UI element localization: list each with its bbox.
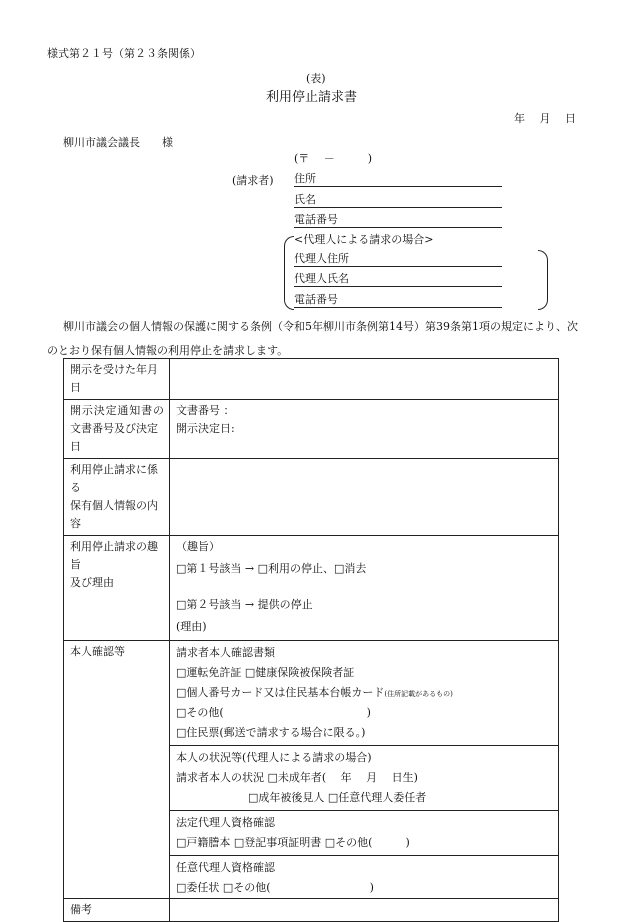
option-article-2[interactable]: □第２号該当 → 提供の停止 xyxy=(176,598,313,611)
agent-heading: <代理人による請求の場合> xyxy=(294,233,434,246)
document-info-field[interactable]: 文書番号 ： 開示決定日: xyxy=(170,400,559,459)
postal-code-field[interactable]: (〒 － ) xyxy=(294,152,373,165)
row-label: 本人確認等 xyxy=(64,641,170,899)
voluntary-agent-section: 任意代理人資格確認 □委任状 □その他( ) xyxy=(170,855,558,898)
agent-bracket-left xyxy=(284,236,294,310)
row-label: 開示を受けた年月日 xyxy=(64,359,170,400)
status-guardian-option[interactable]: □成年被後見人 □任意代理人委任者 xyxy=(248,791,427,804)
row-label: 開示決定通知書の 文書番号及び決定日 xyxy=(64,400,170,459)
request-table xyxy=(63,358,559,922)
option-article-1[interactable]: □第１号該当 → □利用の停止、□消去 xyxy=(176,562,367,575)
purpose-reason-field[interactable]: （趣旨） □第１号該当 → □利用の停止、□消去 □第２号該当 → 提供の停止 (理由) xyxy=(170,536,559,641)
id-option-license[interactable]: □運転免許証 □健康保険被保険者証 xyxy=(176,666,355,679)
identity-section: 請求者本人確認書類 □運転免許証 □健康保険被保険者証 □個人番号カード又は住民基本台帳カード(住所記載があるもの) □その他( ) □住民票(郵送で請求する場合に限る。) 本人の状況等(代理人による請求の場合) 請求者本人の状況 □未成年者( 年 月 日生) □成年被後見人 □任意代理人委任者 法定代理人資格確認 □戸籍謄本 □登記事項証明書 □その他( ) 任意代理人資格確認 □委任状 □その他( ) xyxy=(170,641,559,899)
status-minor-option[interactable]: 請求者本人の状況 □未成年者( 年 月 日生) xyxy=(176,771,418,784)
intro-line-2: のとおり保有個人情報の利用停止を請求します。 xyxy=(47,344,289,357)
table-row xyxy=(64,536,559,641)
side-label: (表) xyxy=(306,72,326,85)
id-option-other[interactable]: □その他( ) xyxy=(176,706,371,719)
id-option-card[interactable]: □個人番号カード又は住民基本台帳カード(住所記載があるもの) xyxy=(176,686,453,699)
form-number: 様式第２１号（第２３条関係） xyxy=(47,47,201,60)
agent-phone-field[interactable]: 電話番号 xyxy=(294,293,502,308)
agent-address-field[interactable]: 代理人住所 xyxy=(294,252,502,267)
voluntary-agent-options[interactable]: □委任状 □その他( ) xyxy=(176,881,374,894)
disclosure-date-field[interactable] xyxy=(170,359,559,400)
requester-label: (請求者) xyxy=(232,174,274,187)
page-title: 利用停止請求書 xyxy=(266,90,358,105)
row-label: 利用停止請求の趣旨 及び理由 xyxy=(64,536,170,641)
agent-bracket-right xyxy=(538,250,548,310)
phone-field[interactable]: 電話番号 xyxy=(294,213,502,228)
table-row xyxy=(64,459,559,536)
row-label: 備考 xyxy=(64,899,170,922)
addressee: 柳川市議会議長 様 xyxy=(63,136,173,149)
table-row xyxy=(64,641,559,899)
legal-agent-section: 法定代理人資格確認 □戸籍謄本 □登記事項証明書 □その他( ) xyxy=(170,810,558,853)
row-label: 利用停止請求に係る 保有個人情報の内容 xyxy=(64,459,170,536)
table-row xyxy=(64,359,559,400)
info-content-field[interactable] xyxy=(170,459,559,536)
legal-agent-options[interactable]: □戸籍謄本 □登記事項証明書 □その他( ) xyxy=(176,836,410,849)
table-row xyxy=(64,400,559,459)
agent-name-field[interactable]: 代理人氏名 xyxy=(294,272,502,287)
intro-line-1: 柳川市議会の個人情報の保護に関する条例（令和5年柳川市条例第14号）第39条第1項の規定により、次 xyxy=(63,320,578,333)
address-field[interactable]: 住所 xyxy=(294,172,502,187)
id-option-resident-card[interactable]: □住民票(郵送で請求する場合に限る。) xyxy=(176,726,366,739)
date-field: 年 月 日 xyxy=(514,112,576,125)
remarks-field[interactable] xyxy=(170,899,559,922)
agent-status-section: 本人の状況等(代理人による請求の場合) 請求者本人の状況 □未成年者( 年 月 日生) □成年被後見人 □任意代理人委任者 xyxy=(170,745,558,808)
name-field[interactable]: 氏名 xyxy=(294,193,502,208)
table-row xyxy=(64,899,559,922)
